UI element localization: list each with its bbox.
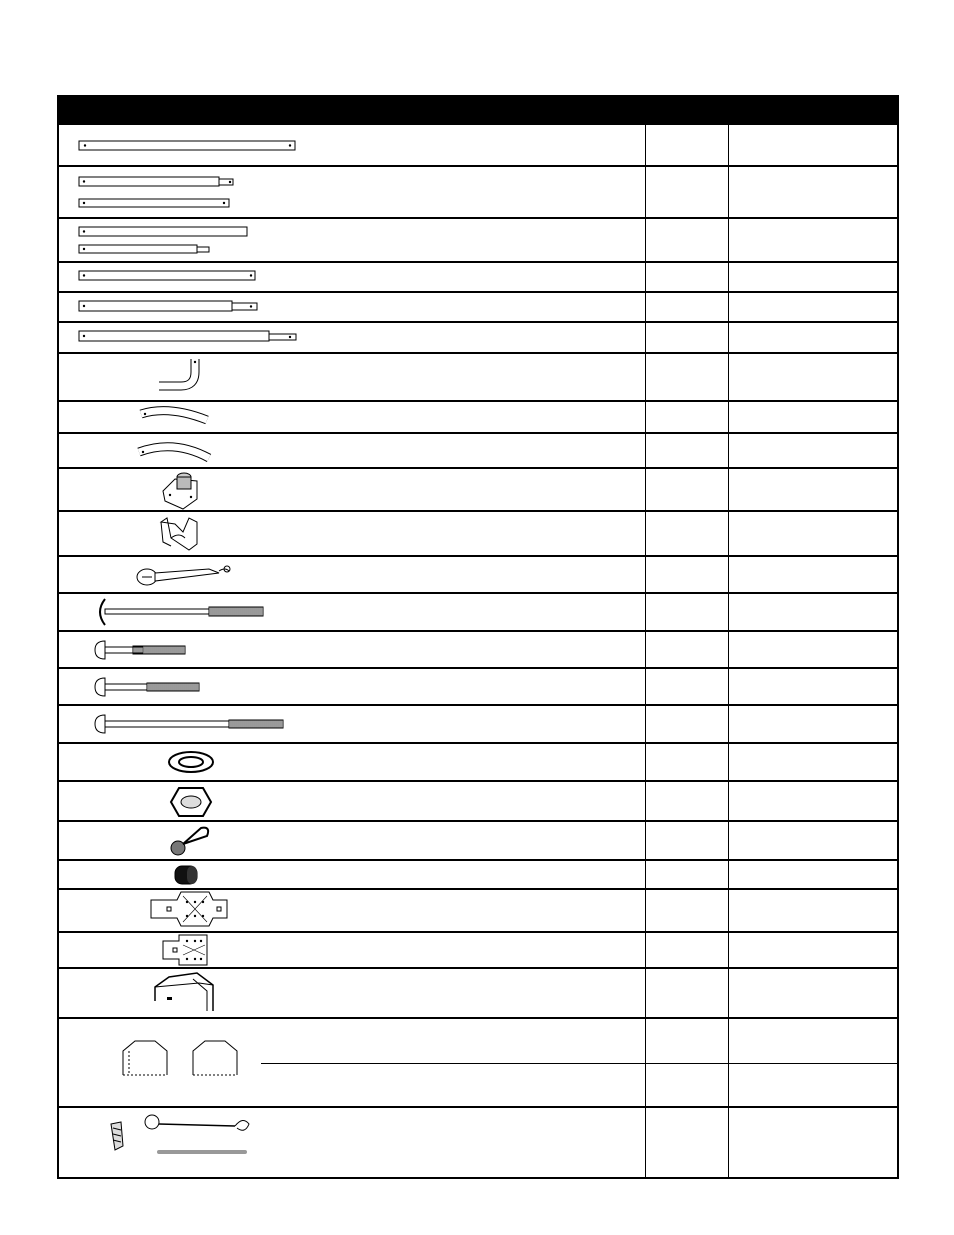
qty-cell bbox=[646, 263, 728, 291]
qty-column-divider bbox=[645, 125, 646, 1177]
part-number-cell bbox=[729, 402, 897, 432]
part-number-cell bbox=[729, 1108, 897, 1181]
table-row bbox=[59, 822, 897, 861]
qty-cell bbox=[646, 402, 728, 432]
table-row bbox=[59, 293, 897, 323]
table-row bbox=[59, 469, 897, 512]
qty-cell bbox=[646, 822, 728, 859]
qty-cell bbox=[646, 861, 728, 888]
part-number-cell bbox=[729, 125, 897, 165]
part-number-cell bbox=[729, 890, 897, 931]
part-image-cell bbox=[59, 557, 645, 592]
tee-connector-plate-icon bbox=[59, 933, 645, 967]
part-image-cell bbox=[59, 219, 645, 261]
qty-cell bbox=[646, 706, 728, 742]
qty-cell bbox=[646, 933, 728, 967]
qty-cell bbox=[646, 125, 728, 165]
table-row bbox=[59, 512, 897, 557]
part-number-cell bbox=[729, 354, 897, 400]
table-row bbox=[59, 632, 897, 669]
canopy-cover-icon bbox=[59, 969, 645, 1017]
part-number-cell bbox=[729, 263, 897, 291]
table-header-bar bbox=[59, 97, 897, 125]
part-image-cell bbox=[59, 1108, 645, 1181]
part-number-cell bbox=[729, 469, 897, 510]
part-image-cell bbox=[59, 434, 645, 467]
part-image-cell bbox=[59, 706, 645, 742]
swaged-tube-icon bbox=[59, 293, 645, 321]
part-number-cell bbox=[729, 744, 897, 780]
table-row bbox=[59, 354, 897, 402]
part-image-cell bbox=[59, 822, 645, 859]
medium-carriage-bolt-icon bbox=[59, 669, 645, 704]
qty-cell bbox=[646, 890, 728, 931]
table-row bbox=[59, 969, 897, 1019]
table-row bbox=[59, 219, 897, 263]
qty-cell bbox=[646, 632, 728, 667]
part-number-cell bbox=[729, 557, 897, 592]
part-number-cell bbox=[729, 219, 897, 261]
short-carriage-bolt-icon bbox=[59, 632, 645, 667]
qty-cell bbox=[646, 512, 728, 555]
qty-cell bbox=[646, 594, 728, 630]
foot-plate-icon bbox=[59, 469, 645, 510]
table-row bbox=[59, 263, 897, 293]
part-number-cell bbox=[729, 512, 897, 555]
part-image-cell bbox=[59, 669, 645, 704]
table-row bbox=[59, 1108, 897, 1181]
part-number-cell bbox=[729, 167, 897, 217]
table-row bbox=[59, 557, 897, 594]
anchor-kit-icon bbox=[59, 1108, 645, 1179]
table-row bbox=[59, 706, 897, 744]
part-image-cell bbox=[59, 744, 645, 780]
part-number-cell bbox=[729, 293, 897, 321]
qty-cell bbox=[646, 354, 728, 400]
qty-cell bbox=[646, 669, 728, 704]
cross-connector-plate-icon bbox=[59, 890, 645, 931]
table-row bbox=[59, 782, 897, 822]
part-number-cell bbox=[729, 933, 897, 967]
qty-cell bbox=[646, 219, 728, 261]
part-image-cell bbox=[59, 167, 645, 217]
part-image-cell bbox=[59, 402, 645, 432]
long-tube-icon bbox=[59, 125, 645, 165]
part-image-cell bbox=[59, 125, 645, 165]
qty-cell bbox=[646, 469, 728, 510]
qty-cell bbox=[646, 744, 728, 780]
part-image-cell bbox=[59, 469, 645, 510]
end-cap-icon bbox=[59, 861, 645, 888]
qty-cell bbox=[646, 434, 728, 467]
table-row bbox=[59, 890, 897, 933]
table-row bbox=[59, 1019, 897, 1108]
qty-cell bbox=[646, 782, 728, 820]
arched-rafter-swaged-icon bbox=[59, 434, 645, 467]
part-image-cell bbox=[59, 890, 645, 931]
part-image-cell bbox=[59, 969, 645, 1017]
qty-cell bbox=[646, 1108, 728, 1181]
part-image-cell bbox=[59, 323, 645, 352]
part-number-cell bbox=[729, 861, 897, 888]
long-swaged-tube-icon bbox=[59, 323, 645, 352]
ratchet-strap-icon bbox=[59, 557, 645, 592]
qty-cell bbox=[646, 557, 728, 592]
arched-rafter-icon bbox=[59, 402, 645, 432]
tube-pair-swaged-lower-icon bbox=[59, 219, 645, 261]
flat-washer-icon bbox=[59, 744, 645, 780]
qty-cell bbox=[646, 323, 728, 352]
part-number-cell bbox=[729, 632, 897, 667]
hex-nut-icon bbox=[59, 782, 645, 820]
part-number-cell bbox=[729, 669, 897, 704]
table-row bbox=[59, 402, 897, 434]
qty-cell bbox=[646, 167, 728, 217]
rafter-bracket-icon bbox=[59, 512, 645, 555]
partno-column-divider bbox=[728, 125, 729, 1177]
part-image-cell bbox=[59, 632, 645, 667]
curved-leg-tube-icon bbox=[59, 354, 645, 400]
swaged-tube-pair-icon bbox=[59, 167, 645, 217]
part-number-cell bbox=[729, 434, 897, 467]
part-image-cell bbox=[59, 933, 645, 967]
part-number-cell bbox=[729, 594, 897, 630]
part-number-cell bbox=[729, 969, 897, 1017]
part-image-cell bbox=[59, 594, 645, 630]
part-number-cell bbox=[729, 822, 897, 859]
parts-list-table bbox=[57, 95, 899, 1179]
qty-cell bbox=[646, 293, 728, 321]
ball-bungee-icon bbox=[59, 822, 645, 859]
table-row bbox=[59, 933, 897, 969]
long-carriage-bolt-icon bbox=[59, 594, 645, 630]
table-row bbox=[59, 167, 897, 219]
table-row bbox=[59, 861, 897, 890]
table-row bbox=[59, 594, 897, 632]
extra-long-carriage-bolt-icon bbox=[59, 706, 645, 742]
table-row bbox=[59, 323, 897, 354]
table-row bbox=[59, 669, 897, 706]
part-image-cell bbox=[59, 861, 645, 888]
part-image-cell bbox=[59, 263, 645, 291]
part-number-cell bbox=[729, 323, 897, 352]
table-row bbox=[59, 434, 897, 469]
straight-tube-icon bbox=[59, 263, 645, 291]
table-row bbox=[59, 125, 897, 167]
table-row bbox=[59, 744, 897, 782]
part-image-cell bbox=[59, 354, 645, 400]
part-image-cell bbox=[59, 782, 645, 820]
qty-cell bbox=[646, 969, 728, 1017]
part-image-cell bbox=[59, 512, 645, 555]
part-number-cell bbox=[729, 782, 897, 820]
sub-row-divider bbox=[261, 1063, 897, 1064]
part-image-cell bbox=[59, 293, 645, 321]
part-number-cell bbox=[729, 706, 897, 742]
